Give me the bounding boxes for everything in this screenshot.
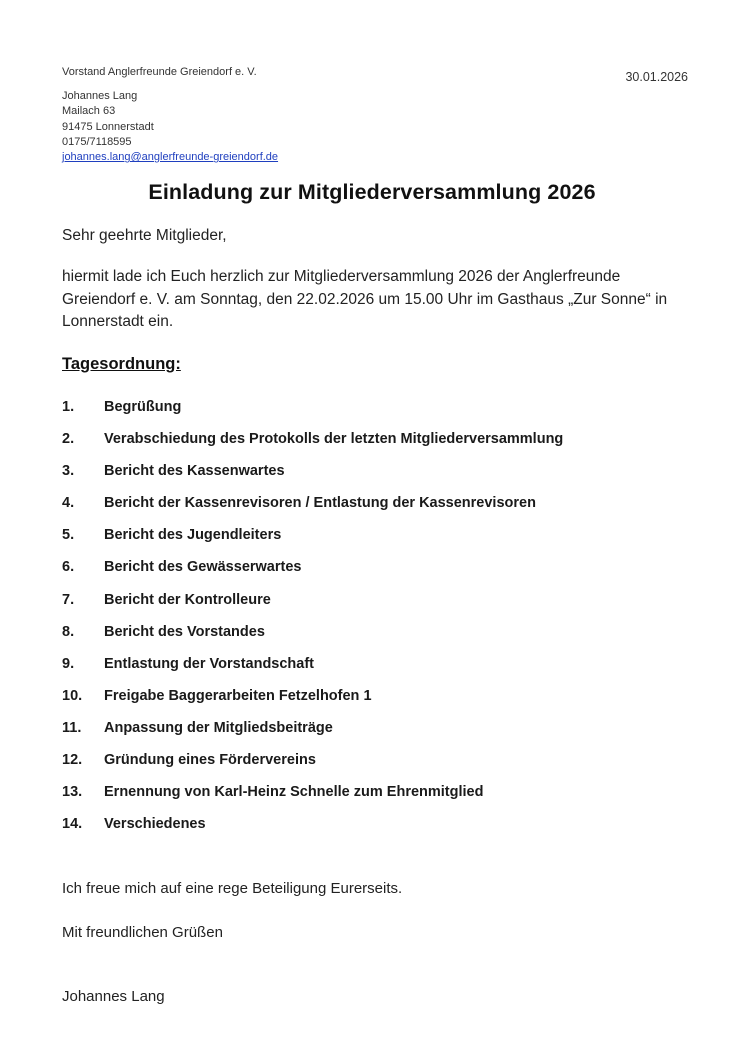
closing-sentence: Ich freue mich auf eine rege Beteiligung Eurerseits. (62, 880, 403, 897)
agenda-list (62, 399, 702, 848)
agenda-item-number: 5. (62, 527, 75, 544)
agenda-item-text: Bericht der Kontrolleure (104, 591, 271, 608)
agenda-item-text: Bericht des Gewässerwartes (104, 559, 302, 576)
agenda-item (62, 399, 702, 431)
agenda-item-number: 10. (62, 687, 83, 704)
agenda-heading: Tagesordnung: (62, 355, 181, 373)
agenda-item-text: Bericht des Kassenwartes (104, 463, 285, 480)
agenda-item-number: 1. (62, 399, 75, 415)
intro-paragraph: hiermit lade ich Euch herzlich zur Mitgliederversammlung 2026 der Anglerfreunde Greiendorf e. V. am Sonntag, den 22.02.2026 um 15.00 Uhr im Gasthaus „Zur Sonne“ in Lonnerstadt ein. (62, 268, 668, 330)
agenda-item-text: Bericht des Vorstandes (104, 623, 265, 640)
agenda-item-number: 14. (62, 816, 83, 833)
agenda-item-text: Gründung eines Fördervereins (104, 752, 316, 769)
agenda-item-number: 7. (62, 591, 75, 608)
agenda-item (62, 495, 702, 527)
sender-address (62, 89, 278, 165)
agenda-item (62, 527, 702, 559)
agenda-item-text: Anpassung der Mitgliedsbeiträge (104, 719, 333, 736)
sender-email-link[interactable]: johannes.lang@anglerfreunde-greiendorf.de (62, 151, 279, 164)
agenda-item (62, 688, 702, 720)
sender-phone: 0175/7118595 (62, 135, 132, 148)
agenda-item (62, 752, 702, 784)
signature-name: Johannes Lang (62, 988, 165, 1005)
agenda-item (62, 624, 702, 656)
sender-organization: Vorstand Anglerfreunde Greiendorf e. V. (62, 66, 257, 78)
agenda-item-number: 4. (62, 495, 75, 512)
agenda-item-number: 12. (62, 752, 83, 769)
agenda-item-text: Ernennung von Karl-Heinz Schnelle zum Ehrenmitglied (104, 784, 484, 801)
agenda-item-number: 3. (62, 463, 75, 480)
agenda-item-number: 11. (62, 719, 82, 736)
agenda-item-number: 8. (62, 623, 75, 640)
salutation: Sehr geehrte Mitglieder, (62, 227, 227, 244)
agenda-item-number: 13. (62, 784, 83, 801)
agenda-item (62, 463, 702, 495)
agenda-item-text: Verabschiedung des Protokolls der letzten Mitgliederversammlung (104, 431, 564, 448)
agenda-item (62, 656, 702, 688)
agenda-item-text: Bericht des Jugendleiters (104, 527, 282, 544)
agenda-item (62, 816, 702, 848)
sender-name: Johannes Lang (62, 90, 138, 102)
agenda-item (62, 592, 702, 624)
agenda-item (62, 784, 702, 816)
agenda-item (62, 720, 702, 752)
agenda-item-number: 9. (62, 655, 75, 672)
agenda-item-text: Entlastung der Vorstandschaft (104, 655, 315, 672)
agenda-item-text: Freigabe Baggerarbeiten Fetzelhofen 1 (104, 687, 372, 704)
letter-title: Einladung zur Mitgliederversammlung 2026 (148, 180, 596, 204)
agenda-item (62, 559, 702, 591)
agenda-item (62, 431, 702, 463)
regards: Mit freundlichen Grüßen (62, 924, 223, 941)
agenda-item-text: Bericht der Kassenrevisoren / Entlastung der Kassenrevisoren (104, 495, 536, 512)
agenda-item-text: Begrüßung (104, 399, 182, 415)
sender-city: 91475 Lonnerstadt (62, 120, 154, 133)
agenda-item-number: 6. (62, 559, 75, 576)
agenda-item-number: 2. (62, 431, 75, 448)
sender-street: Mailach 63 (62, 105, 116, 118)
agenda-item-text: Verschiedenes (104, 816, 206, 833)
letter-date: 30.01.2026 (625, 70, 688, 84)
